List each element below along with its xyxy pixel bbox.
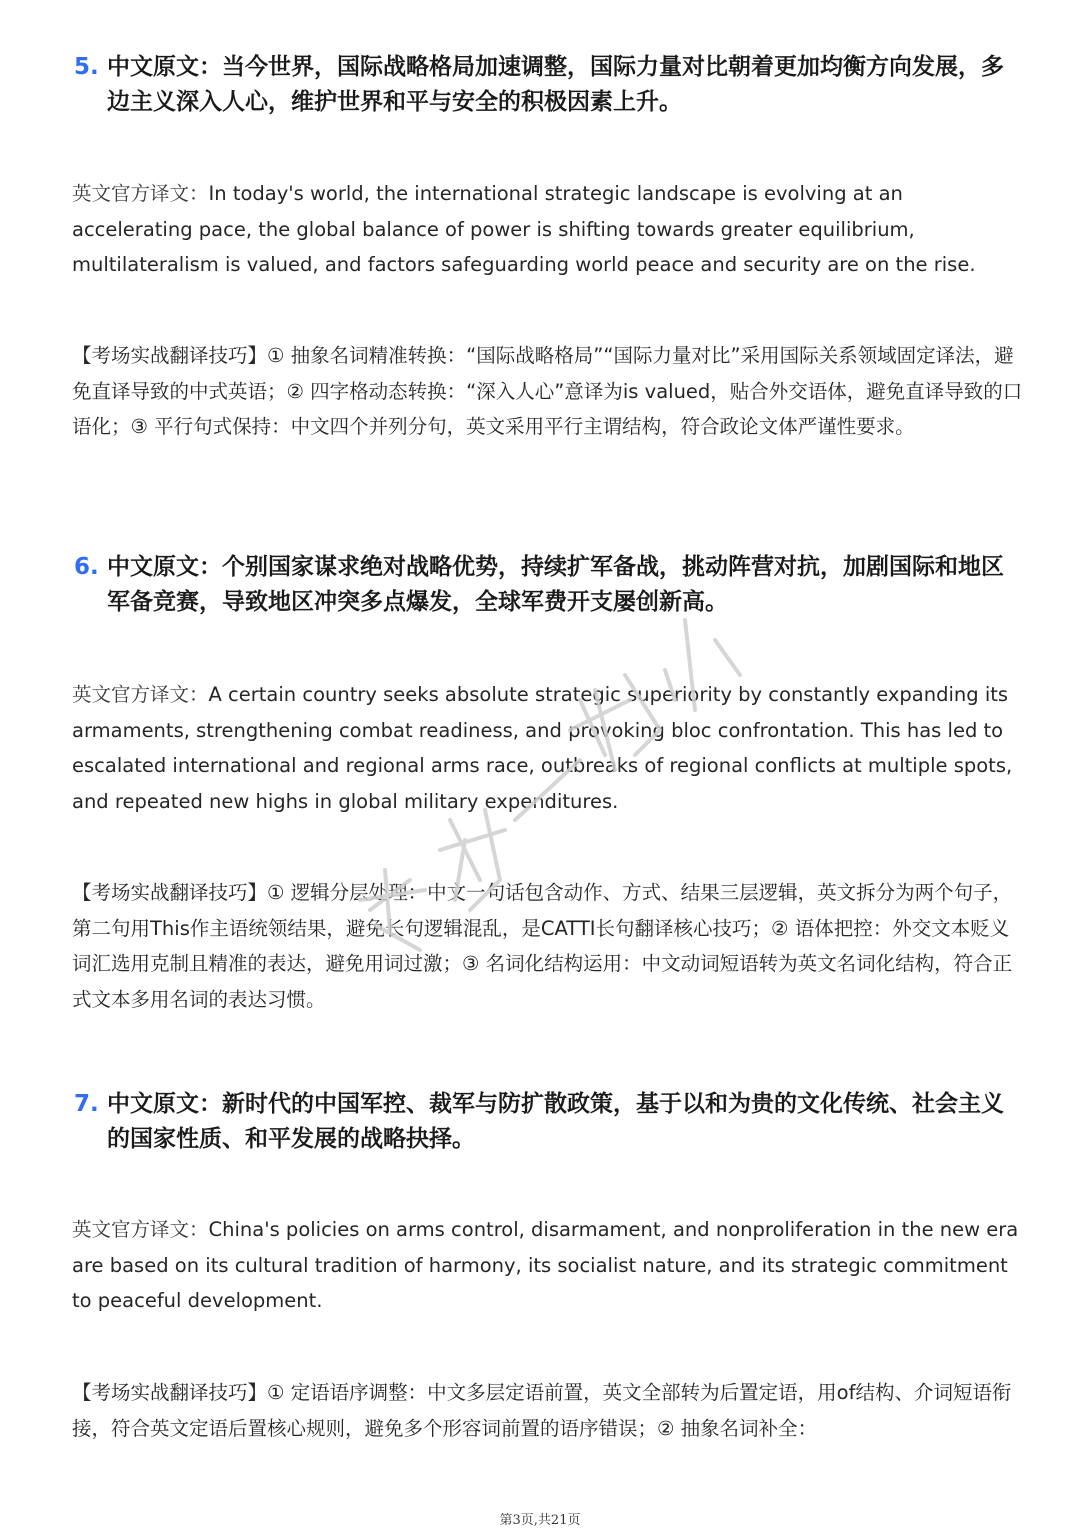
item-7-tips: 【考场实战翻译技巧】① 定语语序调整：中文多层定语前置，英文全部转为后置定语，用of结构、介词短语衔接，符合英文定语后置核心规则，避免多个形容词前置的语序错误；② 抽象名词补全： <box>72 1381 1012 1440</box>
page-footer: 第3页,共21页 <box>499 1513 581 1528</box>
item-7-heading <box>74 1087 1019 1157</box>
item-6-translation-label: 英文官方译文： <box>72 683 209 706</box>
item-6-tips: 【考场实战翻译技巧】① 逻辑分层处理：中文一句话包含动作、方式、结果三层逻辑，英文拆分为两个句子，第二句用This作主语统领结果，避免长句逻辑混乱，是CATTI长句翻译核心技巧；② 语体把控：外交文本贬义词汇选用克制且精准的表达，避免用词过激；③ 名词化结构运用：中文动词短语转为英文名词化结构，符合正式文本多用名词的表达习惯。 <box>72 881 1013 1011</box>
item-5-heading <box>74 50 1019 120</box>
item-5-number: 5. <box>74 54 99 80</box>
item-5-translation-text: In today's world, the international strategic landscape is evolving at an accelerating pace, the global balance of power is shifting towards greater equilibrium, multilateralism is valued, and factors safeguarding world peace and security are on the rise. <box>72 182 976 276</box>
item-7-translation-text: China's policies on arms control, disarmament, and nonproliferation in the new era are based on its cultural tradition of harmony, its socialist nature, and its strategic commitment to peaceful development. <box>72 1218 1019 1312</box>
item-5-source-text: 中文原文：当今世界，国际战略格局加速调整，国际力量对比朝着更加均衡方向发展，多边主义深入人心，维护世界和平与安全的积极因素上升。 <box>107 54 1004 115</box>
item-5-translation <box>72 176 1027 283</box>
item-7-translation <box>72 1212 1027 1319</box>
item-7-number: 7. <box>74 1091 99 1117</box>
item-6-heading <box>74 550 1019 620</box>
item-5-tips: 【考场实战翻译技巧】① 抽象名词精准转换：“国际战略格局”“国际力量对比”采用国际关系领域固定译法，避免直译导致的中式英语；② 四字格动态转换：“深入人心”意译为is valued，贴合外交语体，避免直译导致的口语化；③ 平行句式保持：中文四个并列分句，英文采用平行主谓结构，符合政论文体严谨性要求。 <box>72 344 1023 438</box>
item-5-translation-label: 英文官方译文： <box>72 182 209 205</box>
item-6-translation <box>72 677 1027 819</box>
item-6-source-text: 中文原文：个别国家谋求绝对战略优势，持续扩军备战，挑动阵营对抗，加剧国际和地区军备竞赛，导致地区冲突多点爆发，全球军费开支屡创新高。 <box>107 554 1004 615</box>
item-6-number: 6. <box>74 554 99 580</box>
item-7-source-text: 中文原文：新时代的中国军控、裁军与防扩散政策，基于以和为贵的文化传统、社会主义的国家性质、和平发展的战略抉择。 <box>107 1091 1004 1152</box>
item-6-translation-text: A certain country seeks absolute strategic superiority by constantly expanding its armaments, strengthening combat readiness, and provoking bloc confrontation. This has led to escalated international and regional arms race, outbreaks of regional conflicts at multiple spots, and repeated new highs in global military expenditures. <box>72 683 1013 813</box>
item-7-translation-label: 英文官方译文： <box>72 1218 209 1241</box>
